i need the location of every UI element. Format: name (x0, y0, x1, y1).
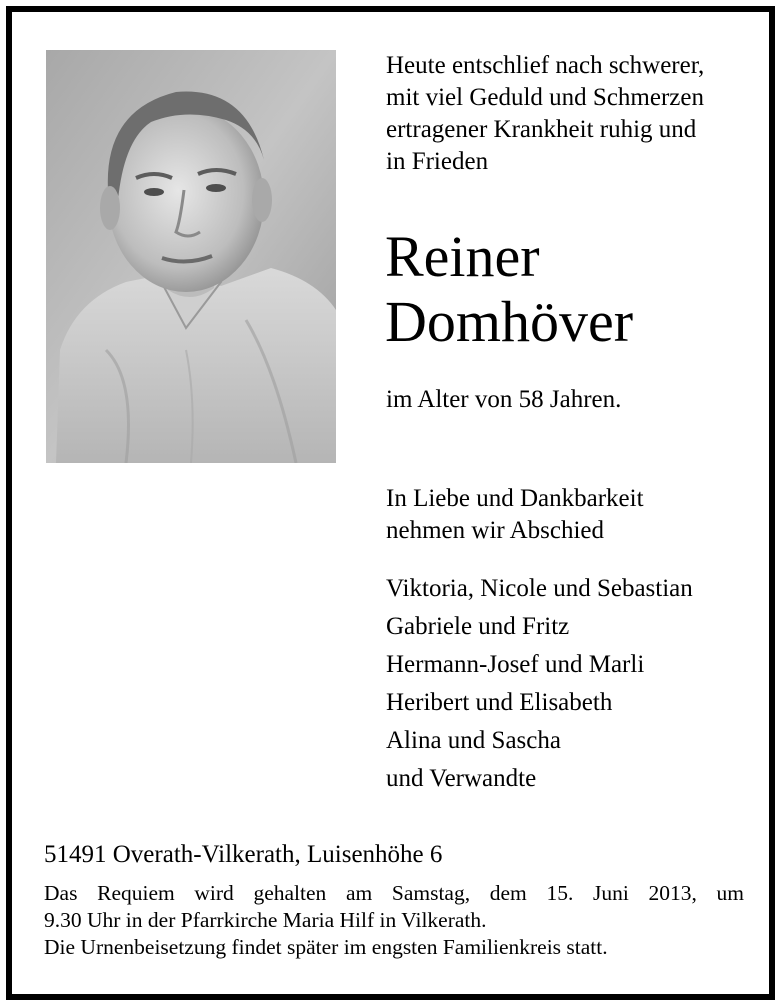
farewell-line: nehmen wir Abschied (386, 517, 605, 544)
farewell-line: In Liebe und Dankbarkeit (386, 485, 644, 512)
family-member: Gabriele und Fritz (386, 613, 570, 640)
intro-line: in Frieden (386, 148, 489, 175)
family-member: Viktoria, Nicole und Sebastian (386, 575, 693, 602)
obituary-notice (6, 6, 775, 1000)
first-name: Reiner (385, 224, 540, 289)
family-list (386, 570, 693, 798)
details-line: Die Urnenbeisetzung findet später im engsten Familienkreis statt. (44, 935, 608, 959)
details-line: 9.30 Uhr in der Pfarrkirche Maria Hilf in Vilkerath. (44, 908, 487, 932)
portrait-photo (46, 50, 336, 463)
last-name: Domhöver (385, 289, 634, 354)
intro-line: Heute entschlief nach schwerer, (386, 52, 705, 79)
address-line: 51491 Overath-Vilkerath, Luisenhöhe 6 (44, 841, 443, 868)
family-member: Hermann-Josef und Marli (386, 651, 645, 678)
age-text: im Alter von 58 Jahren. (386, 386, 622, 413)
family-member: Alina und Sascha (386, 727, 561, 754)
intro-line: ertragener Krankheit ruhig und (386, 116, 697, 143)
deceased-name (385, 224, 633, 354)
intro-text (386, 50, 756, 178)
service-details (44, 880, 744, 961)
details-line: Das Requiem wird gehalten am Samstag, dem 15. Juni 2013, um (44, 881, 744, 905)
farewell-text (386, 483, 644, 547)
family-member: Heribert und Elisabeth (386, 689, 613, 716)
family-member: und Verwandte (386, 765, 537, 792)
intro-line: mit viel Geduld und Schmerzen (386, 84, 704, 111)
